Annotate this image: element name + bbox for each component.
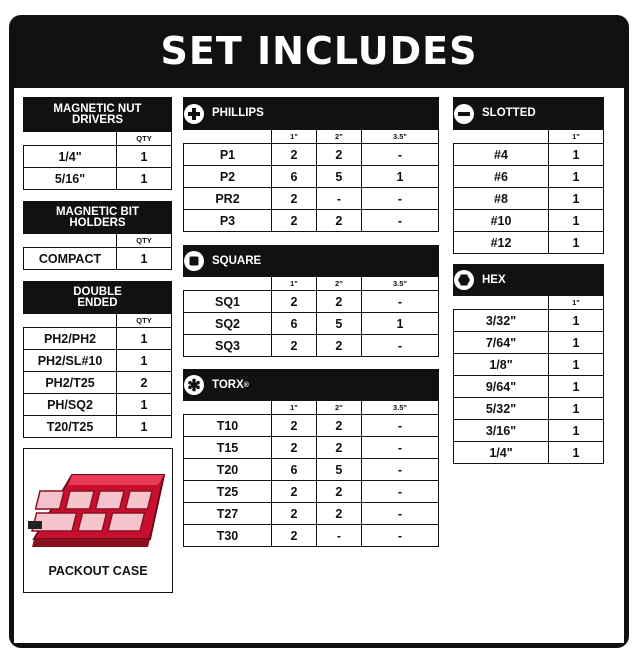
- qty-cell: 2: [272, 291, 317, 313]
- phillips-title: PHILLIPS: [212, 107, 264, 119]
- bit-cell: PR2: [184, 188, 272, 210]
- bit-cell: #12: [454, 232, 549, 254]
- bit-cell: T10: [184, 415, 272, 437]
- qty-cell: 1: [117, 146, 172, 168]
- bit-cell: 7/64": [454, 332, 549, 354]
- phillips-icon: [184, 104, 204, 124]
- bit-cell: SQ1: [184, 291, 272, 313]
- table-row: [184, 188, 439, 210]
- square-header: [184, 246, 439, 277]
- table-row: [184, 166, 439, 188]
- packout-case-label: PACKOUT CASE: [48, 564, 148, 578]
- header-line-1: MAGNETIC NUT: [53, 102, 142, 115]
- qty-cell: 1: [117, 394, 172, 416]
- column-header: 3.5": [361, 401, 438, 415]
- qty-cell: 1: [361, 313, 438, 335]
- header-line-2: DRIVERS: [71, 113, 124, 126]
- qty-cell: 1: [117, 350, 172, 372]
- table-row: [454, 442, 604, 464]
- bit-cell: T15: [184, 437, 272, 459]
- qty-cell: 1: [117, 328, 172, 350]
- qty-cell: 1: [549, 166, 604, 188]
- bit-cell: PH/SQ2: [24, 394, 117, 416]
- qty-cell: 5: [316, 166, 361, 188]
- square-table: [183, 245, 439, 357]
- magnetic-bit-holders-table: [23, 201, 172, 270]
- qty-cell: 2: [316, 335, 361, 357]
- table-row: [24, 248, 172, 270]
- bit-cell: T20: [184, 459, 272, 481]
- qty-cell: 5: [316, 459, 361, 481]
- qty-label: QTY: [117, 234, 172, 248]
- qty-cell: 2: [272, 503, 317, 525]
- qty-cell: -: [361, 210, 438, 232]
- slotted-header: [454, 98, 604, 130]
- blank-cell: [184, 130, 272, 144]
- column-header: 1": [549, 296, 604, 310]
- table-row: [24, 328, 172, 350]
- qty-cell: 2: [316, 415, 361, 437]
- table-row: [24, 416, 172, 438]
- column-header: 2": [316, 277, 361, 291]
- bit-cell: 5/32": [454, 398, 549, 420]
- qty-cell: 1: [549, 420, 604, 442]
- table-row: [24, 168, 172, 190]
- column-header: 2": [316, 401, 361, 415]
- blank-cell: [184, 277, 272, 291]
- hex-title: HEX: [482, 273, 506, 286]
- packout-case-image: [24, 457, 170, 557]
- blank-cell: [454, 296, 549, 310]
- size-cell: 5/16": [24, 168, 117, 190]
- magnetic-nut-drivers-header: [24, 98, 172, 132]
- bit-cell: T20/T25: [24, 416, 117, 438]
- phillips-table: [183, 97, 439, 232]
- bit-cell: P2: [184, 166, 272, 188]
- bit-cell: 1/4": [454, 442, 549, 464]
- qty-cell: 5: [316, 313, 361, 335]
- slotted-icon: [454, 104, 474, 124]
- column-header: 2": [316, 130, 361, 144]
- qty-cell: 1: [549, 398, 604, 420]
- column-header: 1": [549, 130, 604, 144]
- qty-cell: -: [361, 188, 438, 210]
- qty-cell: 1: [361, 166, 438, 188]
- header-line-1: DOUBLE: [73, 285, 122, 298]
- torx-title: TORX: [212, 378, 244, 391]
- table-row: [454, 232, 604, 254]
- bit-cell: P3: [184, 210, 272, 232]
- qty-cell: -: [361, 503, 438, 525]
- qty-cell: 1: [117, 416, 172, 438]
- qty-cell: 1: [549, 188, 604, 210]
- hex-header: [454, 265, 604, 296]
- qty-cell: 2: [272, 188, 317, 210]
- bit-cell: #10: [454, 210, 549, 232]
- qty-cell: 1: [549, 232, 604, 254]
- table-row: [454, 376, 604, 398]
- qty-cell: 1: [549, 144, 604, 166]
- type-cell: COMPACT: [24, 248, 117, 270]
- bit-cell: #6: [454, 166, 549, 188]
- bit-cell: 3/32": [454, 310, 549, 332]
- hex-icon: [454, 270, 474, 290]
- table-row: [184, 335, 439, 357]
- table-row: [184, 291, 439, 313]
- table-row: [454, 188, 604, 210]
- bit-cell: PH2/PH2: [24, 328, 117, 350]
- table-row: [184, 481, 439, 503]
- column-header: 1": [272, 130, 317, 144]
- qty-cell: 2: [272, 437, 317, 459]
- qty-cell: -: [361, 437, 438, 459]
- header-line-2: ENDED: [77, 296, 118, 309]
- table-row: [184, 525, 439, 547]
- column-header: 1": [272, 277, 317, 291]
- blank-cell: [24, 132, 117, 146]
- slotted-title: SLOTTED: [482, 107, 536, 119]
- qty-cell: 6: [272, 459, 317, 481]
- qty-cell: 2: [272, 415, 317, 437]
- table-row: [454, 398, 604, 420]
- qty-label: QTY: [117, 132, 172, 146]
- qty-cell: 2: [316, 210, 361, 232]
- torx-icon: [184, 375, 204, 395]
- phillips-header: [184, 98, 439, 130]
- qty-cell: 1: [549, 210, 604, 232]
- qty-cell: -: [361, 144, 438, 166]
- bit-cell: PH2/T25: [24, 372, 117, 394]
- qty-cell: 2: [272, 210, 317, 232]
- packout-case-box: [23, 448, 173, 593]
- qty-cell: 6: [272, 313, 317, 335]
- qty-cell: 2: [316, 144, 361, 166]
- registered-mark: ®: [243, 381, 249, 389]
- qty-cell: 1: [117, 168, 172, 190]
- blank-cell: [24, 314, 117, 328]
- bit-cell: T27: [184, 503, 272, 525]
- square-icon: [184, 251, 204, 271]
- table-row: [24, 146, 172, 168]
- qty-cell: 2: [272, 481, 317, 503]
- blank-cell: [184, 401, 272, 415]
- qty-cell: 2: [316, 437, 361, 459]
- qty-cell: 2: [272, 144, 317, 166]
- bit-cell: SQ3: [184, 335, 272, 357]
- table-row: [24, 372, 172, 394]
- bit-cell: #4: [454, 144, 549, 166]
- torx-header: [184, 370, 439, 401]
- qty-cell: 1: [549, 442, 604, 464]
- table-row: [184, 503, 439, 525]
- table-row: [184, 459, 439, 481]
- bit-cell: SQ2: [184, 313, 272, 335]
- table-row: [184, 210, 439, 232]
- qty-cell: 2: [316, 291, 361, 313]
- table-row: [24, 350, 172, 372]
- qty-cell: 2: [316, 503, 361, 525]
- double-ended-table: [23, 281, 172, 438]
- table-row: [454, 144, 604, 166]
- bit-cell: T30: [184, 525, 272, 547]
- bit-cell: 3/16": [454, 420, 549, 442]
- square-title: SQUARE: [212, 254, 262, 267]
- table-row: [454, 166, 604, 188]
- column-header: 1": [272, 401, 317, 415]
- qty-cell: 2: [272, 525, 317, 547]
- table-row: [454, 310, 604, 332]
- table-row: [184, 437, 439, 459]
- header-line-1: MAGNETIC BIT: [55, 205, 140, 218]
- blank-cell: [454, 130, 549, 144]
- column-header: 3.5": [361, 130, 438, 144]
- qty-cell: 1: [549, 354, 604, 376]
- qty-cell: 1: [549, 310, 604, 332]
- bit-cell: PH2/SL#10: [24, 350, 117, 372]
- bit-cell: #8: [454, 188, 549, 210]
- qty-cell: -: [361, 481, 438, 503]
- qty-cell: 1: [117, 248, 172, 270]
- magnetic-bit-holders-header: [24, 202, 172, 234]
- qty-cell: 1: [549, 376, 604, 398]
- bit-cell: T25: [184, 481, 272, 503]
- qty-cell: -: [361, 291, 438, 313]
- double-ended-header: [24, 282, 172, 314]
- qty-cell: -: [361, 335, 438, 357]
- qty-cell: -: [316, 188, 361, 210]
- column-header: 3.5": [361, 277, 438, 291]
- table-row: [454, 332, 604, 354]
- qty-cell: 2: [117, 372, 172, 394]
- magnetic-nut-drivers-table: [23, 97, 172, 190]
- qty-cell: 2: [272, 335, 317, 357]
- header-line-2: HOLDERS: [69, 216, 126, 229]
- slotted-table: [453, 97, 604, 254]
- qty-label: QTY: [117, 314, 172, 328]
- table-row: [184, 144, 439, 166]
- torx-table: [183, 369, 439, 547]
- table-row: [184, 313, 439, 335]
- page-title: SET INCLUDES: [160, 29, 478, 73]
- table-row: [184, 415, 439, 437]
- qty-cell: 6: [272, 166, 317, 188]
- qty-cell: 2: [316, 481, 361, 503]
- qty-cell: -: [316, 525, 361, 547]
- table-row: [454, 354, 604, 376]
- bit-cell: 1/8": [454, 354, 549, 376]
- table-row: [454, 420, 604, 442]
- table-row: [24, 394, 172, 416]
- bit-cell: 9/64": [454, 376, 549, 398]
- table-row: [454, 210, 604, 232]
- qty-cell: -: [361, 459, 438, 481]
- qty-cell: 1: [549, 332, 604, 354]
- size-cell: 1/4": [24, 146, 117, 168]
- qty-cell: -: [361, 415, 438, 437]
- blank-cell: [24, 234, 117, 248]
- qty-cell: -: [361, 525, 438, 547]
- hex-table: [453, 264, 604, 464]
- bit-cell: P1: [184, 144, 272, 166]
